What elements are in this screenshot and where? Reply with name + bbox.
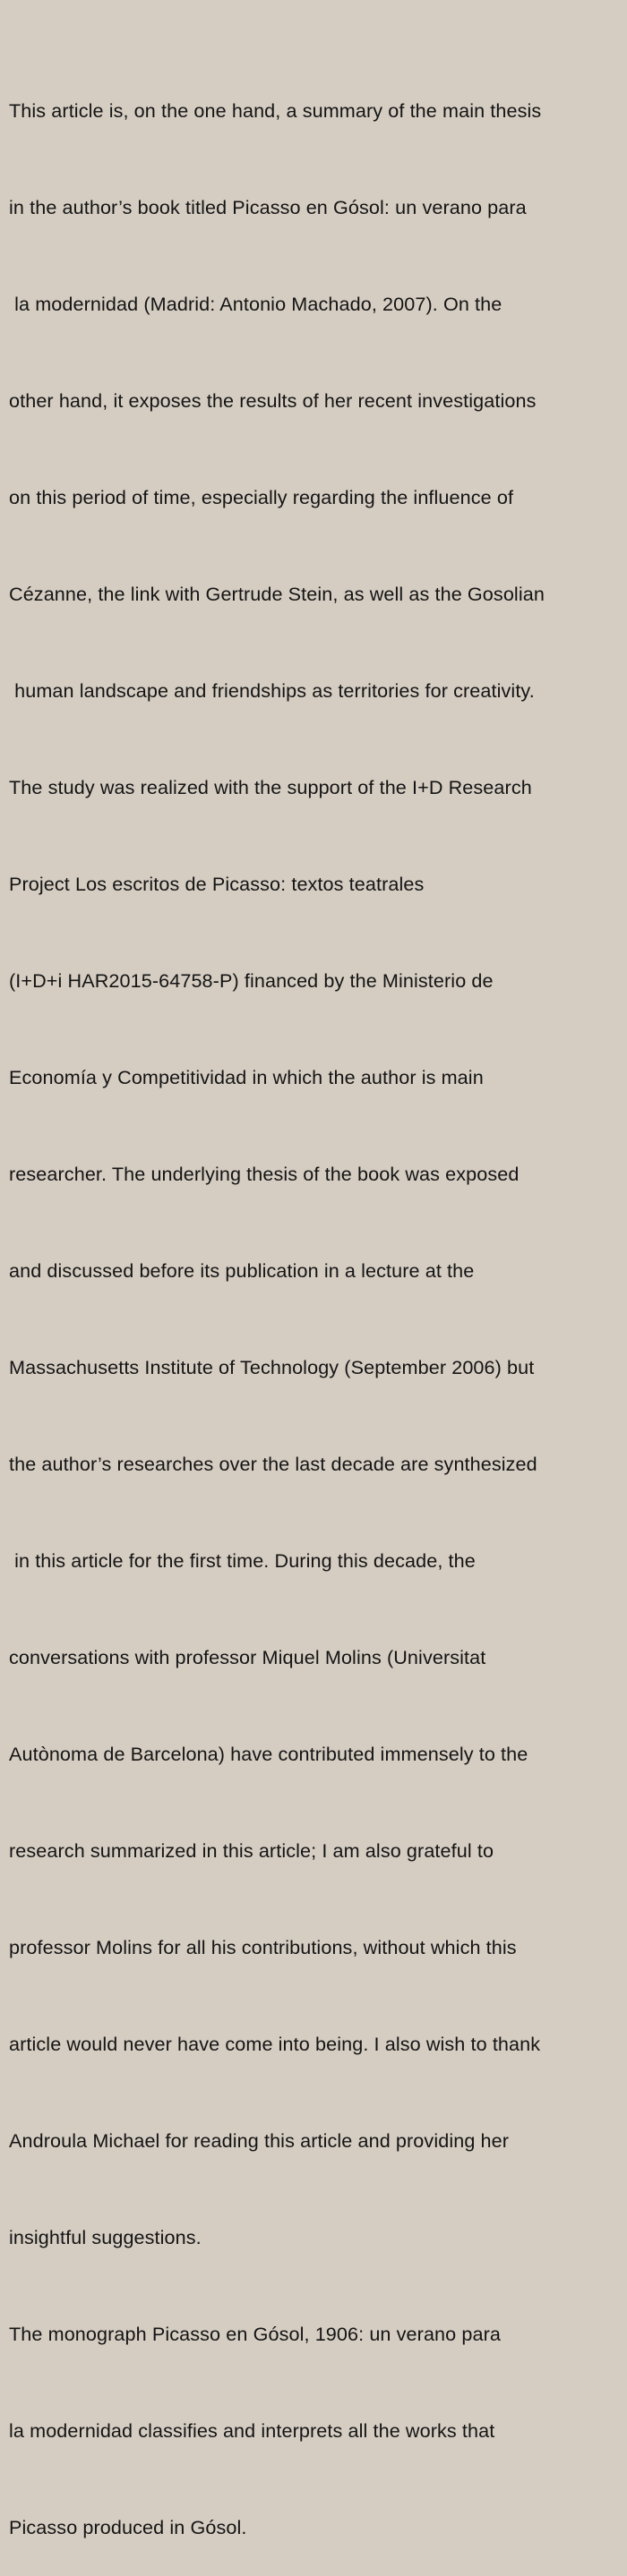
text-line: conversations with professor Miquel Molins (Universitat [9, 1646, 486, 1668]
text-line: (I+D+i HAR2015-64758-P) financed by the Ministerio de [9, 969, 494, 992]
text-line: Economía y Competitividad in which the author is main [9, 1066, 484, 1088]
text-line: article would never have come into being. I also wish to thank [9, 2033, 541, 2055]
text-line: in this article for the first time. During this decade, the [9, 1549, 476, 1572]
document-body [9, 30, 627, 2576]
text-line: la modernidad (Madrid: Antonio Machado, 2007). On the [9, 293, 502, 315]
text-line: professor Molins for all his contributions, without which this [9, 1936, 517, 1958]
text-line: in the author’s book titled Picasso en Gósol: un verano para [9, 196, 527, 218]
text-line: The study was realized with the support of the I+D Research [9, 776, 532, 798]
text-line: The monograph Picasso en Gósol, 1906: un verano para [9, 2323, 501, 2345]
text-line: research summarized in this article; I am also grateful to [9, 1839, 494, 1862]
text-line: other hand, it exposes the results of her recent investigations [9, 389, 537, 412]
text-line: human landscape and friendships as territories for creativity. [9, 679, 535, 702]
text-line: Project Los escritos de Picasso: textos teatrales [9, 873, 425, 895]
text-line: researcher. The underlying thesis of the book was exposed [9, 1163, 520, 1185]
text-line: the author’s researches over the last decade are synthesized [9, 1453, 537, 1475]
text-line: Picasso produced in Gósol. [9, 2516, 247, 2538]
text-line: Cézanne, the link with Gertrude Stein, as well as the Gosolian [9, 583, 545, 605]
text-line: Androula Michael for reading this article and providing her [9, 2129, 510, 2152]
text-line: la modernidad classifies and interprets all the works that [9, 2419, 495, 2442]
text-line: insightful suggestions. [9, 2226, 202, 2248]
text-line: Autònoma de Barcelona) have contributed immensely to the [9, 1743, 528, 1765]
text-line: on this period of time, especially regarding the influence of [9, 486, 514, 508]
text-line: This article is, on the one hand, a summary of the main thesis [9, 99, 542, 122]
text-line: and discussed before its publication in a lecture at the [9, 1259, 475, 1282]
text-line: Massachusetts Institute of Technology (September 2006) but [9, 1356, 535, 1378]
